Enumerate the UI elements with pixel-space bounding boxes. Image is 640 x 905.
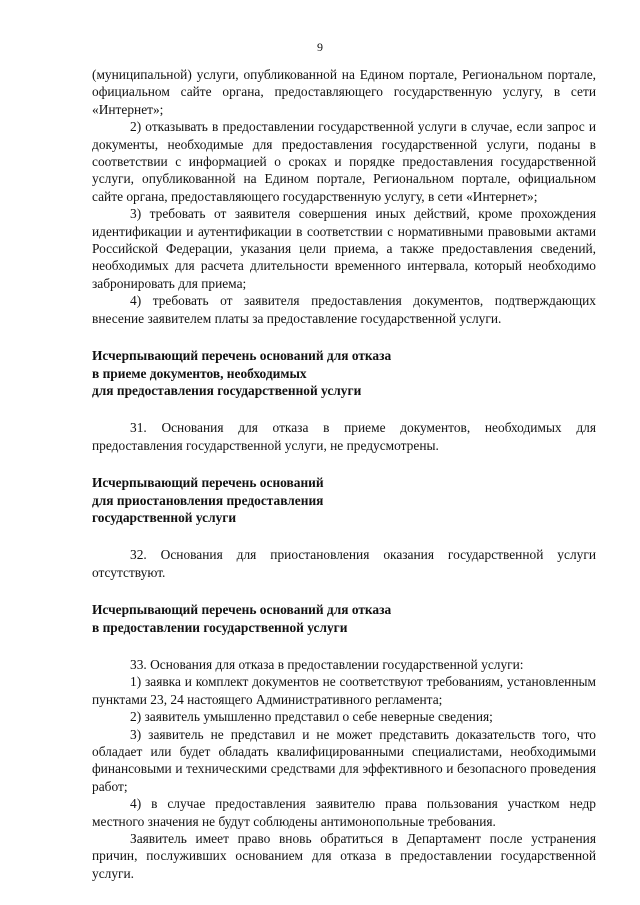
heading-line: в предоставлении государственной услуги bbox=[92, 619, 348, 635]
paragraph-31: 31. Основания для отказа в приеме документов, необходимых для предоставления государственной услуги, не предусмотрены. bbox=[92, 420, 596, 453]
section-heading-refusal-provision bbox=[92, 601, 596, 636]
heading-line: Исчерпывающий перечень оснований для отказа bbox=[92, 348, 392, 364]
heading-line: государственной услуги bbox=[92, 509, 237, 525]
paragraph: Заявитель имеет право вновь обратиться в Департамент после устранения причин, послуживших основанием для отказа в предоставлении государственной услуги. bbox=[92, 831, 596, 881]
section-heading-suspension bbox=[92, 474, 596, 526]
heading-line: для приостановления предоставления bbox=[92, 492, 324, 508]
page-number: 9 bbox=[317, 40, 323, 54]
heading-line: в приеме документов, необходимых bbox=[92, 365, 307, 381]
paragraph: 4) требовать от заявителя предоставления документов, подтверждающих внесение заявителем платы за предоставление государственной услуги. bbox=[92, 293, 596, 326]
section-heading-refusal-acceptance bbox=[92, 347, 596, 399]
paragraph: (муниципальной) услуги, опубликованной на Едином портале, Региональном портале, официальном сайте органа, предоставляющего государственную услугу, в сети «Интернет»; bbox=[92, 67, 596, 117]
list-item: 1) заявка и комплект документов не соответствуют требованиям, установленным пунктами 23, 24 настоящего Административного регламента; bbox=[92, 674, 596, 707]
paragraph-33: 33. Основания для отказа в предоставлении государственной услуги: bbox=[130, 656, 524, 672]
document-body bbox=[92, 66, 596, 882]
paragraph: 3) требовать от заявителя совершения иных действий, кроме прохождения идентификации и аутентификации в соответствии с нормативными правовыми актами Российской Федерации, указания цели приема, а также предоставления сведений, необходимых для расчета длительности временного интервала, который необходимо забронировать для приема; bbox=[92, 206, 596, 291]
heading-line: Исчерпывающий перечень оснований bbox=[92, 475, 324, 491]
heading-line: для предоставления государственной услуги bbox=[92, 382, 362, 398]
paragraph: 2) отказывать в предоставлении государственной услуги в случае, если запрос и документы, необходимые для предоставления государственной услуги, поданы в соответствии с информацией о сроках и порядке предоставления государственной услуги, опубликованной на Едином портале, Региональном портале, официальном сайте органа, предоставляющего государственную услугу, в сети «Интернет»; bbox=[92, 119, 596, 204]
list-item: 2) заявитель умышленно представил о себе неверные сведения; bbox=[130, 709, 493, 725]
list-item: 3) заявитель не представил и не может представить доказательств того, что обладает или будет обладать квалифицированными специалистами, необходимыми финансовыми и техническими средствами для эффективного и безопасного проведения работ; bbox=[92, 726, 596, 794]
heading-line: Исчерпывающий перечень оснований для отказа bbox=[92, 602, 392, 618]
list-item: 4) в случае предоставления заявителю права пользования участком недр местного значения не будут соблюдены антимонопольные требования. bbox=[92, 796, 596, 829]
paragraph-32: 32. Основания для приостановления оказания государственной услуги отсутствуют. bbox=[92, 547, 596, 580]
